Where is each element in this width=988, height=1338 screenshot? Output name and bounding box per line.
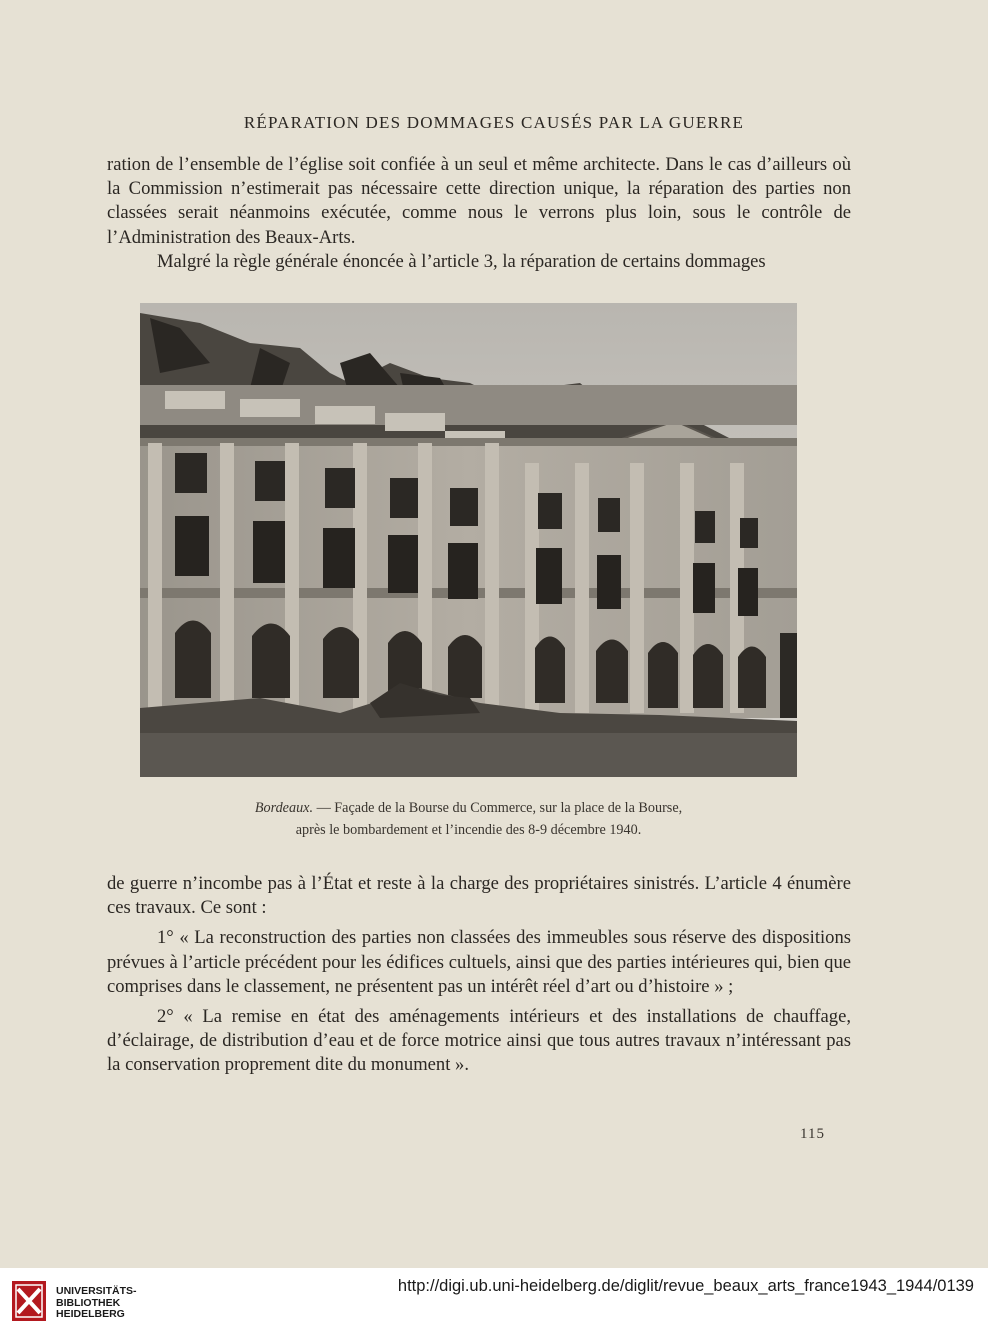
caption-line-1	[140, 797, 797, 819]
caption-line-2: après le bombardement et l’incendie des 8-9 décembre 1940.	[295, 822, 642, 838]
source-url-link[interactable]: http://digi.ub.uni-heidelberg.de/diglit/revue_beaux_arts_france1943_1944/0139	[397, 1277, 974, 1295]
paragraph: Malgré la règle générale énoncée à l’article 3, la réparation de certains dommages	[157, 250, 766, 272]
paragraph: ration de l’ensemble de l’église soit confiée à un seul et même architecte. Dans le cas d’ailleurs où la Commission n’estimerait pas nécessaire cette direction unique, la réparation des parties non classées serait néanmoins exécutée, comme nous le verrons plus loin, sous le contrôle de l’Administration des Beaux-Arts.	[107, 154, 851, 248]
logo-line: BIBLIOTHEK	[56, 1296, 121, 1309]
library-logo-text	[56, 1286, 137, 1321]
paragraph: 2° « La remise en état des aménagements intérieurs et des installations de chauffage, d’éclairage, de distribution d’eau et de force motrice ainsi que tous autres travaux n’intéressant pas la conservation proprement dite du monument ».	[107, 1006, 851, 1076]
caption-city: Bordeaux.	[254, 800, 314, 816]
university-seal-icon	[10, 1279, 48, 1323]
library-footer	[0, 1268, 988, 1338]
text-block-bottom	[107, 872, 851, 1078]
logo-line: UNIVERSITÄTS-	[56, 1285, 137, 1297]
paragraph: de guerre n’incombe pas à l’État et reste à la charge des propriétaires sinistrés. L’article 4 énumère ces travaux. Ce sont :	[107, 873, 851, 919]
text-block-top	[107, 153, 851, 274]
running-head: RÉPARATION DES DOMMAGES CAUSÉS PAR LA GUERRE	[243, 113, 745, 132]
paragraph: 1° « La reconstruction des parties non classées des immeubles sous réserve des dispositions prévues à l’article précédent pour les édifices cultuels, ainsi que des parties intérieures qui, bien que comprises dans le classement, ne présentent pas un intérêt réel d’art ou d’histoire » ;	[107, 927, 851, 997]
figure-caption	[140, 797, 797, 841]
logo-line: HEIDELBERG	[56, 1308, 125, 1320]
page-number: 115	[800, 1126, 825, 1142]
photo-bourse-facade	[140, 303, 797, 777]
caption-text: — Façade de la Bourse du Commerce, sur la place de la Bourse,	[313, 800, 683, 816]
